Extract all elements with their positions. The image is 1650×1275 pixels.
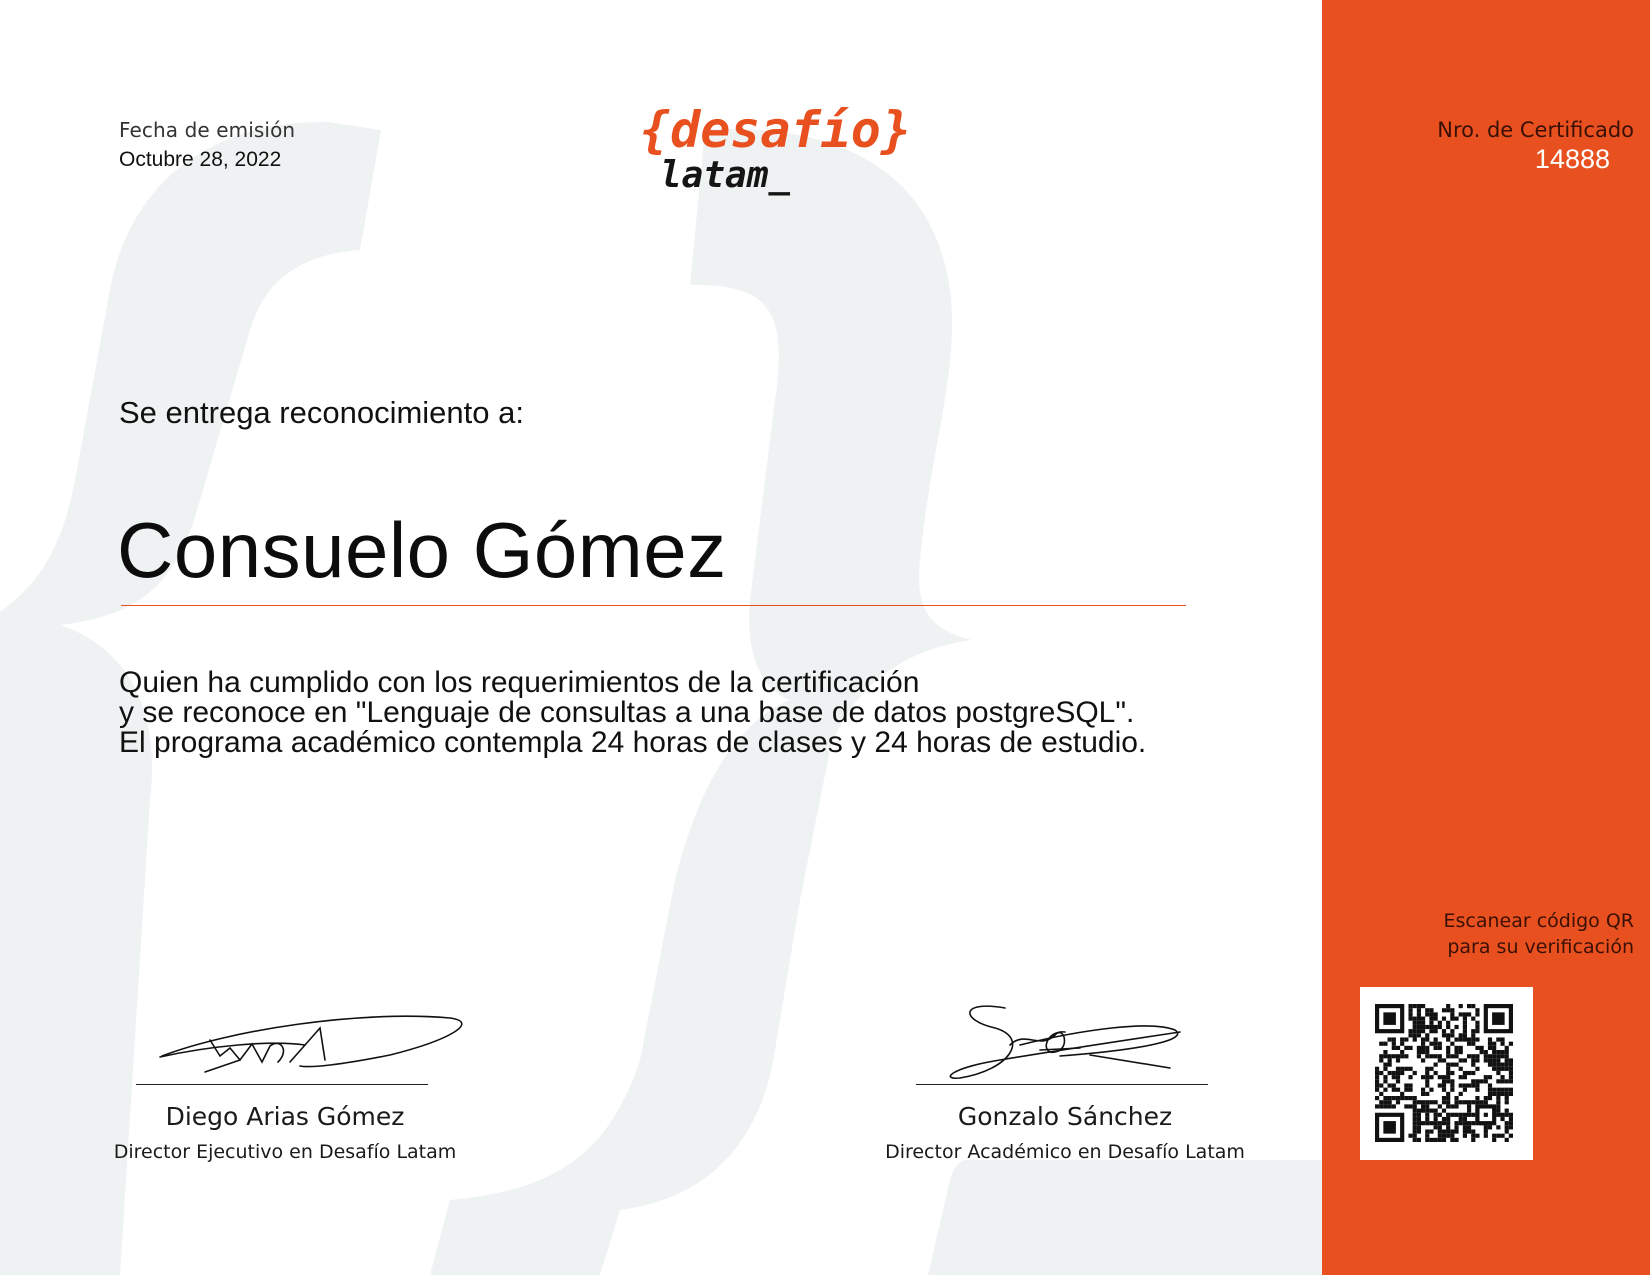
qr-code-container[interactable] xyxy=(1360,987,1533,1160)
signature-line xyxy=(136,1084,428,1085)
qr-caption-line: Escanear código QR xyxy=(1443,910,1634,932)
certificate-number-value: 14888 xyxy=(1534,144,1610,174)
signature-line xyxy=(916,1084,1208,1085)
signatory-role: Director Académico en Desafío Latam xyxy=(885,1141,1245,1163)
signature-block-executive xyxy=(100,1000,470,1170)
signature-image-academic xyxy=(940,1000,1190,1085)
signature-image-executive xyxy=(150,1000,470,1085)
signatory-name: Diego Arias Gómez xyxy=(165,1102,405,1131)
certification-description xyxy=(119,668,1146,758)
logo-wordmark-bottom: latam_ xyxy=(660,155,791,196)
certificate-number-label: Nro. de Certificado xyxy=(1437,118,1634,142)
logo-wordmark-top: {desafío} xyxy=(640,101,911,159)
certificate-number-block xyxy=(1322,118,1634,175)
qr-verification-caption xyxy=(1322,908,1634,960)
issue-date-value: Octubre 28, 2022 xyxy=(119,148,282,171)
recognition-intro: Se entrega reconocimiento a: xyxy=(119,395,524,430)
signatory-role: Director Ejecutivo en Desafío Latam xyxy=(113,1141,457,1163)
description-line: Quien ha cumplido con los requerimientos de la certificación xyxy=(119,666,920,699)
qr-code-icon xyxy=(1375,1004,1513,1142)
signatory-name: Gonzalo Sánchez xyxy=(957,1102,1173,1131)
recipient-name: Consuelo Gómez xyxy=(117,506,727,594)
description-line: y se reconoce en "Lenguaje de consultas a una base de datos postgreSQL". xyxy=(119,696,1135,729)
qr-caption-line: para su verificación xyxy=(1447,936,1634,958)
issue-date-label: Fecha de emisión xyxy=(119,118,296,142)
signature-block-academic xyxy=(880,1000,1250,1170)
description-line: El programa académico contempla 24 horas de clases y 24 horas de estudio. xyxy=(119,726,1147,759)
desafio-latam-logo xyxy=(640,100,920,200)
name-divider xyxy=(121,605,1186,606)
issue-date-block xyxy=(119,118,295,172)
